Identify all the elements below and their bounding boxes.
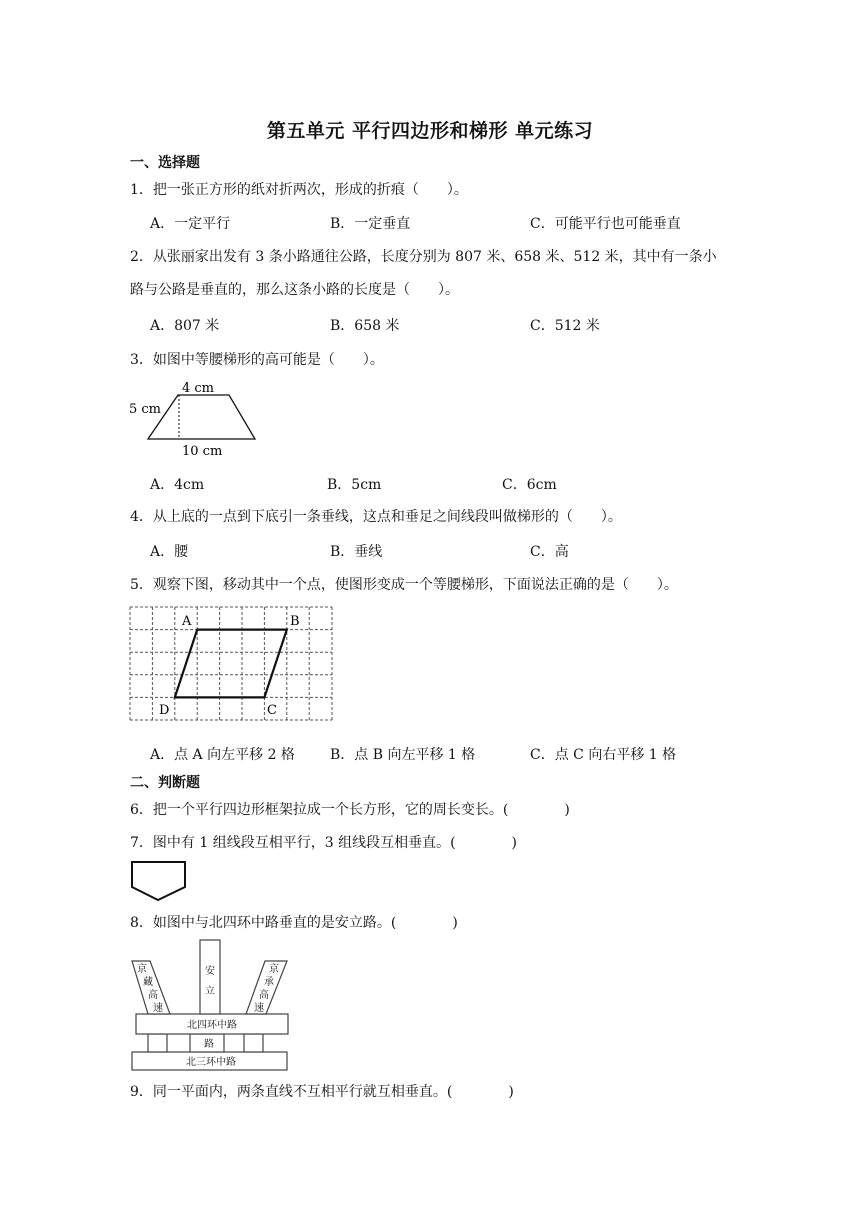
question-9: 9．同一平面内，两条直线不互相平行就互相垂直。( ) [130,1084,514,1100]
road-map-figure [128,938,293,1072]
trapezoid-top-label: 4 cm [182,381,215,396]
question-5-option-a[interactable]: A．点 A 向左平移 2 格 [150,747,295,763]
question-5-option-b[interactable]: B．点 B 向左平移 1 格 [330,747,476,763]
section-title-choice: 一、选择题 [130,155,200,171]
road-label-jingcheng-3: 高 [259,990,269,1001]
trapezoid-bottom-label: 10 cm [182,444,223,459]
road-label-jingzang-3: 高 [148,990,158,1001]
question-5: 5．观察下图，移动其中一个点，使图形变成一个等腰梯形，下面说法正确的是（ ）。 [130,577,678,593]
trapezoid-figure [128,376,268,460]
question-3: 3．如图中等腰梯形的高可能是（ ）。 [130,352,384,368]
grid-figure [129,606,335,726]
road-label-jingcheng-1: 京 [269,964,279,975]
trapezoid-shape [148,395,255,439]
question-2-option-c[interactable]: C．512 米 [530,318,600,334]
point-c-label: C [267,703,277,718]
point-b-label: B [290,614,300,629]
road-label-north-4th: 北四环中路 [187,1020,237,1031]
question-4-option-b[interactable]: B．垂线 [330,544,383,560]
road-label-jingcheng-2: 承 [264,977,274,988]
road-label-jingzang-2: 藏 [143,977,153,988]
question-1-option-a[interactable]: A．一定平行 [150,216,231,232]
road-label-north-3rd: 北三环中路 [186,1057,236,1068]
connector-right [244,1034,263,1052]
question-2-line-2: 路与公路是垂直的，那么这条小路的长度是（ ）。 [130,282,459,298]
road-label-anli-1: 安 [205,966,215,977]
section-title-judge: 二、判断题 [130,775,200,791]
point-d-label: D [159,703,170,718]
trapezoid-leg-label: 5 cm [129,402,162,417]
question-4-option-c[interactable]: C．高 [530,544,569,560]
question-1-option-c[interactable]: C．可能平行也可能垂直 [530,216,681,232]
road-label-lu: 路 [204,1039,214,1050]
question-4-option-a[interactable]: A．腰 [150,544,189,560]
question-3-option-b[interactable]: B．5cm [327,477,382,493]
question-4: 4．从上底的一点到下底引一条垂线，这点和垂足之间线段叫做梯形的（ ）。 [130,509,622,525]
question-3-option-a[interactable]: A．4cm [150,477,205,493]
question-8: 8．如图中与北四环中路垂直的是安立路。( ) [130,915,458,931]
question-6: 6．把一个平行四边形框架拉成一个长方形，它的周长变长。( ) [130,802,570,818]
road-label-jingcheng-4: 速 [254,1003,264,1014]
question-1-option-b[interactable]: B．一定垂直 [330,216,411,232]
question-2-option-b[interactable]: B．658 米 [330,318,400,334]
road-label-anli-2: 立 [205,986,215,997]
question-3-option-c[interactable]: C．6cm [502,477,557,493]
road-label-jingzang-1: 京 [137,964,147,975]
question-2-line-1: 2．从张丽家出发有 3 条小路通往公路，长度分别为 807 米、658 米、512 米，其中有一条小 [130,249,717,265]
page-title: 第五单元 平行四边形和梯形 单元练习 [266,120,594,142]
question-2-option-a[interactable]: A．807 米 [150,318,220,334]
question-1: 1．把一张正方形的纸对折两次，形成的折痕（ ）。 [130,182,468,198]
road-label-jingzang-4: 速 [153,1003,163,1014]
question-5-option-c[interactable]: C．点 C 向右平移 1 格 [530,747,677,763]
point-a-label: A [182,614,192,629]
anli-road [200,940,220,1014]
pentagon-figure [130,860,188,904]
question-7: 7．图中有 1 组线段互相平行，3 组线段互相垂直。( ) [130,835,517,851]
pentagon-shape [132,862,185,900]
parallelogram-shape [175,630,287,698]
connector-left [148,1034,167,1052]
